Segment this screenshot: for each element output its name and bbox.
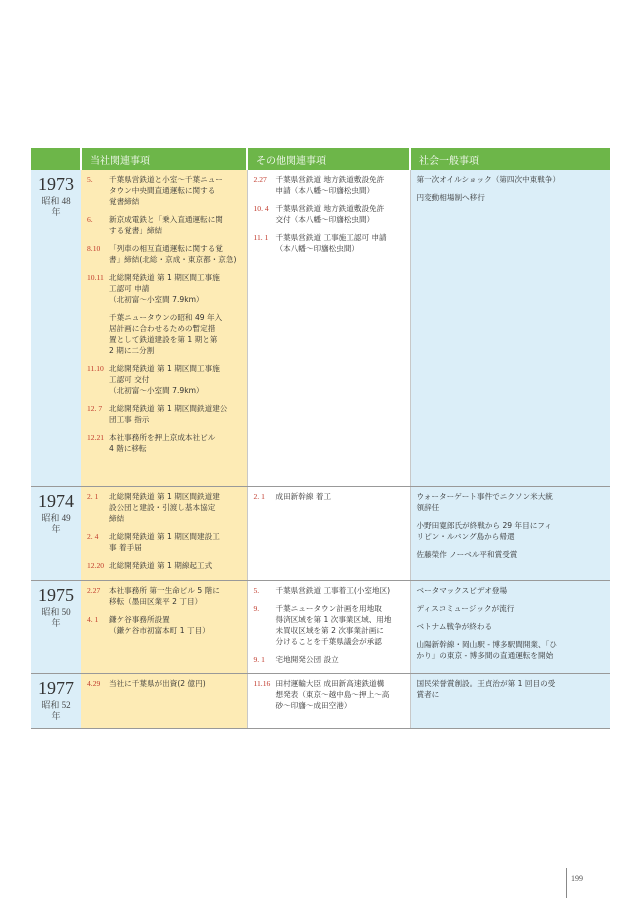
event-date: 4.29	[87, 678, 101, 688]
event-item	[87, 678, 241, 689]
event-date: 11.10	[87, 364, 104, 373]
event-text: 千葉ニュータウンの昭和 49 年入 居計画に合わせるための暫定措 置として鉄道建設を第 1 期と第 2 期に二分割	[109, 313, 223, 355]
event-text: 成田新幹線 着工	[275, 491, 332, 501]
year-number: 1973	[38, 174, 74, 194]
event-text: 北総開発鉄道 第 1 期区間鉄道建公 団工事 指示	[109, 404, 228, 424]
other-events-cell	[247, 580, 410, 673]
event-item	[87, 491, 241, 524]
event-item	[254, 603, 404, 647]
event-item	[254, 585, 404, 596]
era-name: 昭和 52 年	[41, 699, 71, 721]
event-date: 8.10	[87, 244, 101, 253]
event-text: 千葉県営鉄道 地方鉄道敷設免許 交付（本八幡～印旛松虫間）	[275, 204, 385, 224]
timeline-table	[31, 148, 610, 729]
event-date: 12. 7	[87, 404, 103, 413]
event-date: 12.20	[87, 560, 105, 570]
event-item	[87, 214, 241, 236]
event-date: 9. 1	[253, 654, 265, 664]
era-name: 昭和 49 年	[41, 512, 71, 534]
event-text: 千葉県営鉄道と小室～千葉ニュー タウン中央間直通運転に関する 覚書締結	[109, 175, 223, 206]
event-date: 2.27	[87, 585, 101, 595]
event-text: 宅地開発公団 設立	[275, 654, 339, 664]
other-events-cell	[247, 170, 410, 486]
social-item: ベトナム戦争が終わる	[416, 621, 493, 631]
event-text: 新京成電鉄と「乗入直通運転に関 する覚書」締結	[109, 215, 223, 235]
event-text: 本社事務所 第一生命ビル 5 階に 移転（墨田区業平 2 丁目）	[109, 585, 220, 606]
event-date: 5.	[87, 175, 93, 184]
event-date: 6.	[87, 215, 93, 224]
table-header-row	[31, 148, 610, 170]
era-name: 昭和 50 年	[41, 606, 71, 628]
social-item: 小野田寛郎氏が終戦から 29 年目にフィ リピン・ルバング島から帰還	[416, 520, 552, 541]
year-number: 1977	[38, 677, 74, 698]
header-company: 当社関連事項	[81, 148, 247, 170]
social-item: 佐藤榮作 ノーベル平和賞受賞	[416, 549, 518, 559]
event-date: 11.16	[253, 678, 271, 688]
event-item	[87, 403, 241, 425]
event-item	[87, 614, 241, 636]
page-number-rule	[566, 868, 567, 898]
header-social: 社会一般事項	[410, 148, 610, 170]
event-text: 「列車の相互直通運転に関する覚 書」締結(北総・京成・東京都・京急)	[109, 244, 237, 264]
event-date: 2. 1	[253, 491, 265, 501]
event-text: 本社事務所を押上京成本社ビル 4 階に移転	[109, 433, 216, 453]
event-item	[87, 363, 241, 396]
event-text: 千葉県営鉄道 工事施工認可 申請 （本八幡～印旛松虫間）	[275, 233, 387, 253]
social-item: 第一次オイルショック（第四次中東戦争）	[416, 175, 561, 184]
event-date: 5.	[253, 585, 260, 595]
event-text: 千葉ニュータウン計画を用地取 得済区域を第 1 次事業区域、用地 未買収区域を第 2 次事業計画に 分けることを千葉県議会が承認	[275, 603, 392, 646]
event-item	[87, 174, 241, 207]
era-name: 昭和 48 年	[41, 196, 71, 217]
event-item	[87, 272, 241, 305]
event-item	[87, 560, 241, 571]
other-events-cell	[247, 673, 410, 728]
event-text: 北総開発鉄道 第 1 期線起工式	[109, 560, 213, 570]
event-item	[87, 585, 241, 607]
event-item	[254, 232, 404, 254]
event-text: 千葉県営鉄道 地方鉄道敷設免許 申請（本八幡～印旛松虫間）	[275, 175, 385, 195]
event-date: 11. 1	[253, 233, 269, 242]
social-events-cell	[410, 673, 610, 728]
event-item	[87, 531, 241, 553]
event-date: 2.27	[253, 175, 267, 184]
event-date: 10. 4	[253, 204, 269, 213]
event-date: 4. 1	[87, 614, 99, 624]
social-events-cell	[410, 170, 610, 486]
company-events-cell	[81, 580, 247, 673]
event-item	[254, 654, 404, 665]
event-text: 鎌ケ谷事務所設置 （鎌ケ谷市初富本町 1 丁目）	[109, 614, 210, 635]
social-item: ディスコミュージックが流行	[416, 603, 515, 613]
event-date: 12.21	[87, 433, 105, 442]
event-date: 10.11	[87, 273, 104, 282]
social-item: 国民栄誉賞創設。王貞治が第 1 回目の受 賞者に	[416, 678, 556, 699]
header-year	[31, 148, 81, 170]
social-item: ウォーターゲート事件でニクソン米大統 領辞任	[416, 491, 553, 512]
header-other: その他関連事項	[247, 148, 410, 170]
event-item	[87, 432, 241, 454]
event-text: 北総開発鉄道 第 1 期区間鉄道建 設公団と建設・引渡し基本協定 締結	[109, 491, 220, 523]
event-item	[254, 491, 404, 502]
year-row	[31, 170, 610, 486]
year-row	[31, 673, 610, 728]
year-cell	[31, 170, 81, 486]
event-text: 北総開発鉄道 第 1 期区間工事施 工認可 交付 （北初富～小室間 7.9km）	[109, 364, 220, 395]
year-cell	[31, 580, 81, 673]
year-number: 1975	[38, 584, 74, 605]
page-number: 199	[571, 874, 583, 883]
company-events-cell	[81, 673, 247, 728]
year-row	[31, 486, 610, 580]
event-item	[87, 312, 241, 356]
social-events-cell	[410, 486, 610, 580]
event-text: 千葉県営鉄道 工事着工(小室地区)	[275, 585, 391, 595]
year-number: 1974	[38, 490, 74, 511]
year-cell	[31, 673, 81, 728]
social-events-cell	[410, 580, 610, 673]
company-events-cell	[81, 486, 247, 580]
event-item	[254, 203, 404, 225]
event-text: 当社に千葉県が出資(2 億円)	[109, 678, 206, 688]
event-text: 北総開発鉄道 第 1 期区間工事施 工認可 申請 （北初富～小室間 7.9km）	[109, 273, 220, 304]
social-item: ベータマックスビデオ登場	[416, 585, 508, 595]
event-item	[254, 174, 404, 196]
other-events-cell	[247, 486, 410, 580]
company-events-cell	[81, 170, 247, 486]
year-row	[31, 580, 610, 673]
social-item: 山陽新幹線・岡山駅 - 博多駅間開業、「ひ かり」の東京 - 博多間の直通運転を開始	[416, 639, 557, 660]
event-item	[254, 678, 404, 711]
social-item: 円変動相場制へ移行	[416, 193, 485, 202]
event-date: 9.	[253, 603, 260, 613]
event-date: 2. 4	[87, 531, 99, 541]
event-item	[87, 243, 241, 265]
event-text: 北総開発鉄道 第 1 期区間建設工 事 着手届	[109, 531, 220, 552]
event-date: 2. 1	[87, 491, 99, 501]
event-date	[87, 312, 109, 356]
year-cell	[31, 486, 81, 580]
event-text: 田村運輸大臣 成田新高速鉄道構 想発表（東京～越中島～押上～高 砂～印旛～成田空港）	[275, 678, 390, 710]
